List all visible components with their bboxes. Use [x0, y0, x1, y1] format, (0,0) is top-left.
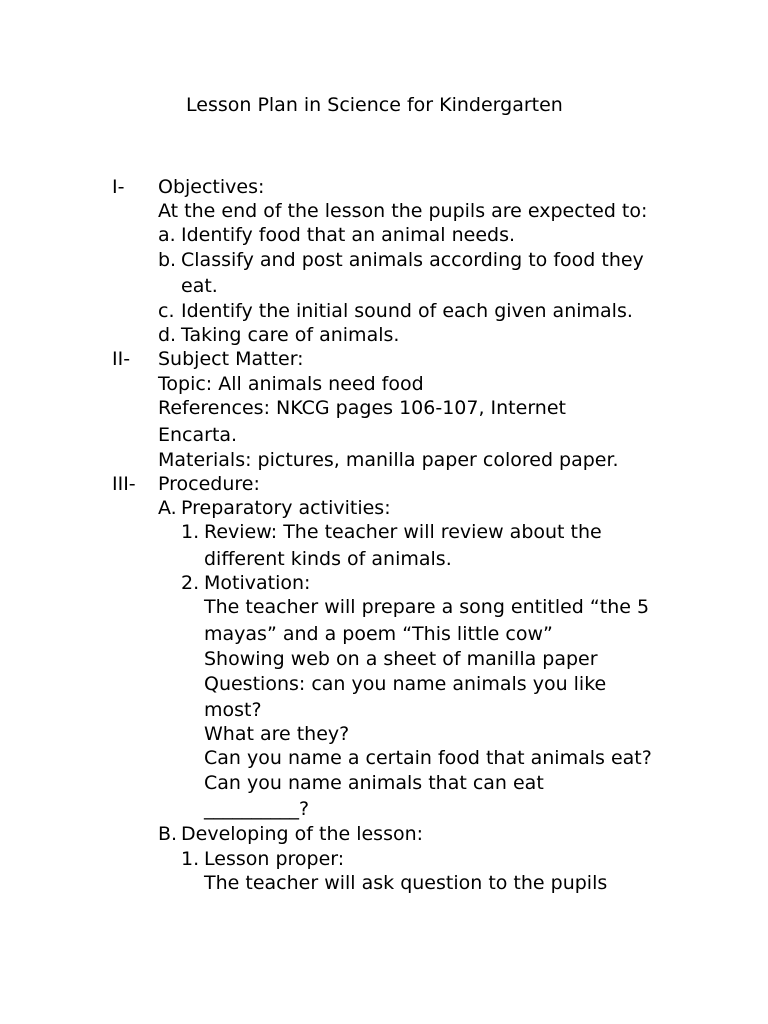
part-heading: Developing of the lesson:: [181, 823, 424, 845]
step-text: __________?: [204, 798, 310, 820]
list-item: Taking care of animals.: [181, 324, 400, 346]
part-label: B.: [158, 823, 178, 845]
subject-references: References: NKCG pages 106-107, Internet: [158, 397, 566, 419]
subject-topic: Topic: All animals need food: [158, 373, 424, 395]
step-label: 1.: [181, 521, 200, 543]
section-heading: Objectives:: [158, 176, 265, 198]
step-text: The teacher will prepare a song entitled “the 5: [204, 596, 650, 618]
section-numeral: III-: [112, 473, 136, 495]
step-text: Can you name a certain food that animals eat?: [204, 747, 652, 769]
step-text: What are they?: [204, 723, 350, 745]
list-item: Identify food that an animal needs.: [181, 224, 516, 246]
step-text: Questions: can you name animals you like: [204, 673, 607, 695]
section-heading: Subject Matter:: [158, 348, 304, 370]
step-text: The teacher will ask question to the pupils: [204, 872, 608, 894]
list-label: a.: [158, 224, 176, 246]
list-label: b.: [158, 249, 177, 271]
step-text: Lesson proper:: [204, 848, 345, 870]
objectives-intro: At the end of the lesson the pupils are expected to:: [158, 200, 648, 222]
section-numeral: II-: [112, 348, 131, 370]
step-text: mayas” and a poem “This little cow”: [204, 623, 553, 645]
subject-references-continuation: Encarta.: [158, 424, 238, 446]
step-text: most?: [204, 699, 262, 721]
section-numeral: I-: [112, 176, 125, 198]
list-label: c.: [158, 300, 175, 322]
part-heading: Preparatory activities:: [181, 497, 391, 519]
step-label: 2.: [181, 572, 200, 594]
subject-materials: Materials: pictures, manilla paper colored paper.: [158, 449, 619, 471]
part-label: A.: [158, 497, 177, 519]
step-text: different kinds of animals.: [204, 548, 452, 570]
section-heading: Procedure:: [158, 473, 260, 495]
step-text: Can you name animals that can eat: [204, 772, 544, 794]
step-text: Motivation:: [204, 572, 311, 594]
list-item: Identify the initial sound of each given animals.: [181, 300, 633, 322]
list-item-continuation: eat.: [181, 275, 218, 297]
list-label: d.: [158, 324, 177, 346]
list-item: Classify and post animals according to food they: [181, 249, 644, 271]
step-text: Showing web on a sheet of manilla paper: [204, 648, 598, 670]
step-text: Review: The teacher will review about the: [204, 521, 602, 543]
document-title: Lesson Plan in Science for Kindergarten: [186, 94, 563, 116]
step-label: 1.: [181, 848, 200, 870]
